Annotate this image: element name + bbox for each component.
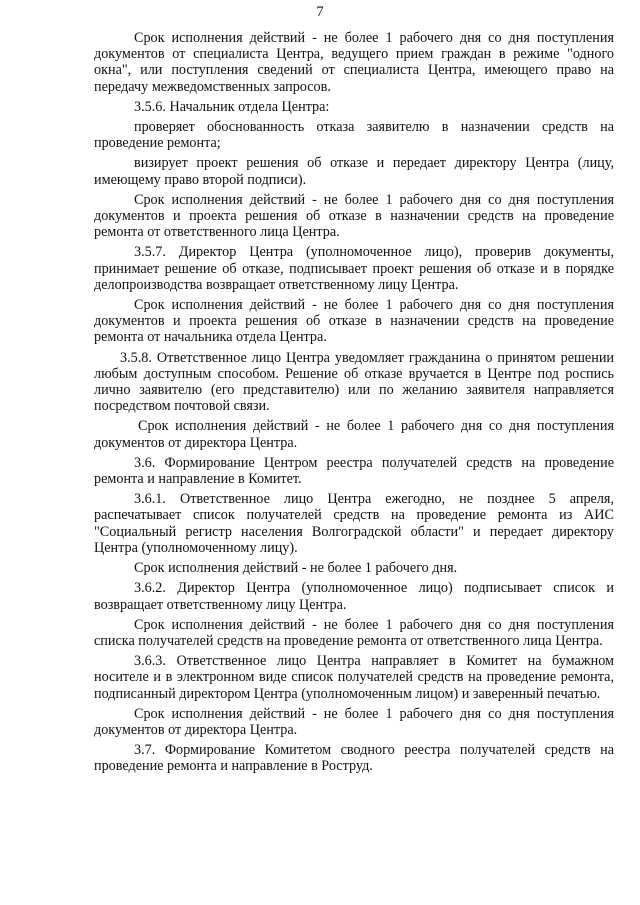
paragraph-deadline-7: Срок исполнения действий - не более 1 рабочего дня со дня поступления документов от директора Центра. bbox=[94, 705, 614, 738]
page-number: 7 bbox=[316, 4, 324, 20]
paragraph-deadline-5: Срок исполнения действий - не более 1 рабочего дня. bbox=[134, 560, 458, 577]
paragraph-3-5-8: 3.5.8. Ответственное лицо Центра уведомляет гражданина о принятом решении любым доступным способом. Решение об отказе вручается в Центре под роспись лично заявителю (его представителю) или по желанию заявителя направляется посредством почтовой связи. bbox=[94, 349, 614, 415]
paragraph-3-6: 3.6. Формирование Центром реестра получателей средств на проведение ремонта и направление в Комитет. bbox=[94, 454, 614, 488]
paragraph-checks-refusal: проверяет обоснованность отказа заявителю в назначении средств на проведение ремонта; bbox=[94, 119, 614, 152]
paragraph-3-6-3: 3.6.3. Ответственное лицо Центра направляет в Комитет на бумажном носителе и в электронном виде список получателей средств на проведение ремонта, подписанный директором Центра (уполномоченным лицом) и заверенный печатью. bbox=[94, 653, 614, 702]
paragraph-3-5-6: 3.5.6. Начальник отдела Центра: bbox=[134, 98, 330, 115]
paragraph-3-6-2: 3.6.2. Директор Центра (уполномоченное лицо) подписывает список и возвращает ответственному лицу Центра. bbox=[94, 580, 614, 613]
paragraph-deadline-2: Срок исполнения действий - не более 1 рабочего дня со дня поступления документов и проекта решения об отказе в назначении средств на проведение ремонта от ответственного лица Центра. bbox=[94, 191, 614, 241]
paragraph-deadline-1: Срок исполнения действий - не более 1 рабочего дня со дня поступления документов от специалиста Центра, ведущего прием граждан в режиме "одного окна", или поступления сведений от специалиста Центра, имеющего право на передачу межведомственных запросов. bbox=[94, 30, 614, 95]
document-body bbox=[94, 30, 614, 779]
paragraph-approves-draft: визирует проект решения об отказе и передает директору Центра (лицу, имеющему право второй подписи). bbox=[94, 155, 614, 188]
paragraph-3-6-1: 3.6.1. Ответственное лицо Центра ежегодно, не позднее 5 апреля, распечатывает список получателей средств на проведение ремонта из АИС "Социальный регистр населения Волгоградской области" и передает директору Центра (уполномоченному лицу). bbox=[94, 491, 614, 556]
paragraph-3-7: 3.7. Формирование Комитетом сводного реестра получателей средств на проведение ремонта и направление в Роструд. bbox=[94, 742, 614, 775]
paragraph-deadline-6: Срок исполнения действий - не более 1 рабочего дня со дня поступления списка получателей средств на проведение ремонта от ответственного лица Центра. bbox=[94, 616, 614, 649]
paragraph-3-5-7: 3.5.7. Директор Центра (уполномоченное лицо), проверив документы, принимает решение об отказе, подписывает проект решения об отказе и в порядке делопроизводства возвращает ответственному лицу Центра. bbox=[94, 244, 614, 293]
paragraph-deadline-4: Срок исполнения действий - не более 1 рабочего дня со дня поступления документов от директора Центра. bbox=[94, 418, 614, 451]
paragraph-deadline-3: Срок исполнения действий - не более 1 рабочего дня со дня поступления документов и проекта решения об отказе в назначении средств на проведение ремонта от начальника отдела Центра. bbox=[94, 297, 614, 346]
